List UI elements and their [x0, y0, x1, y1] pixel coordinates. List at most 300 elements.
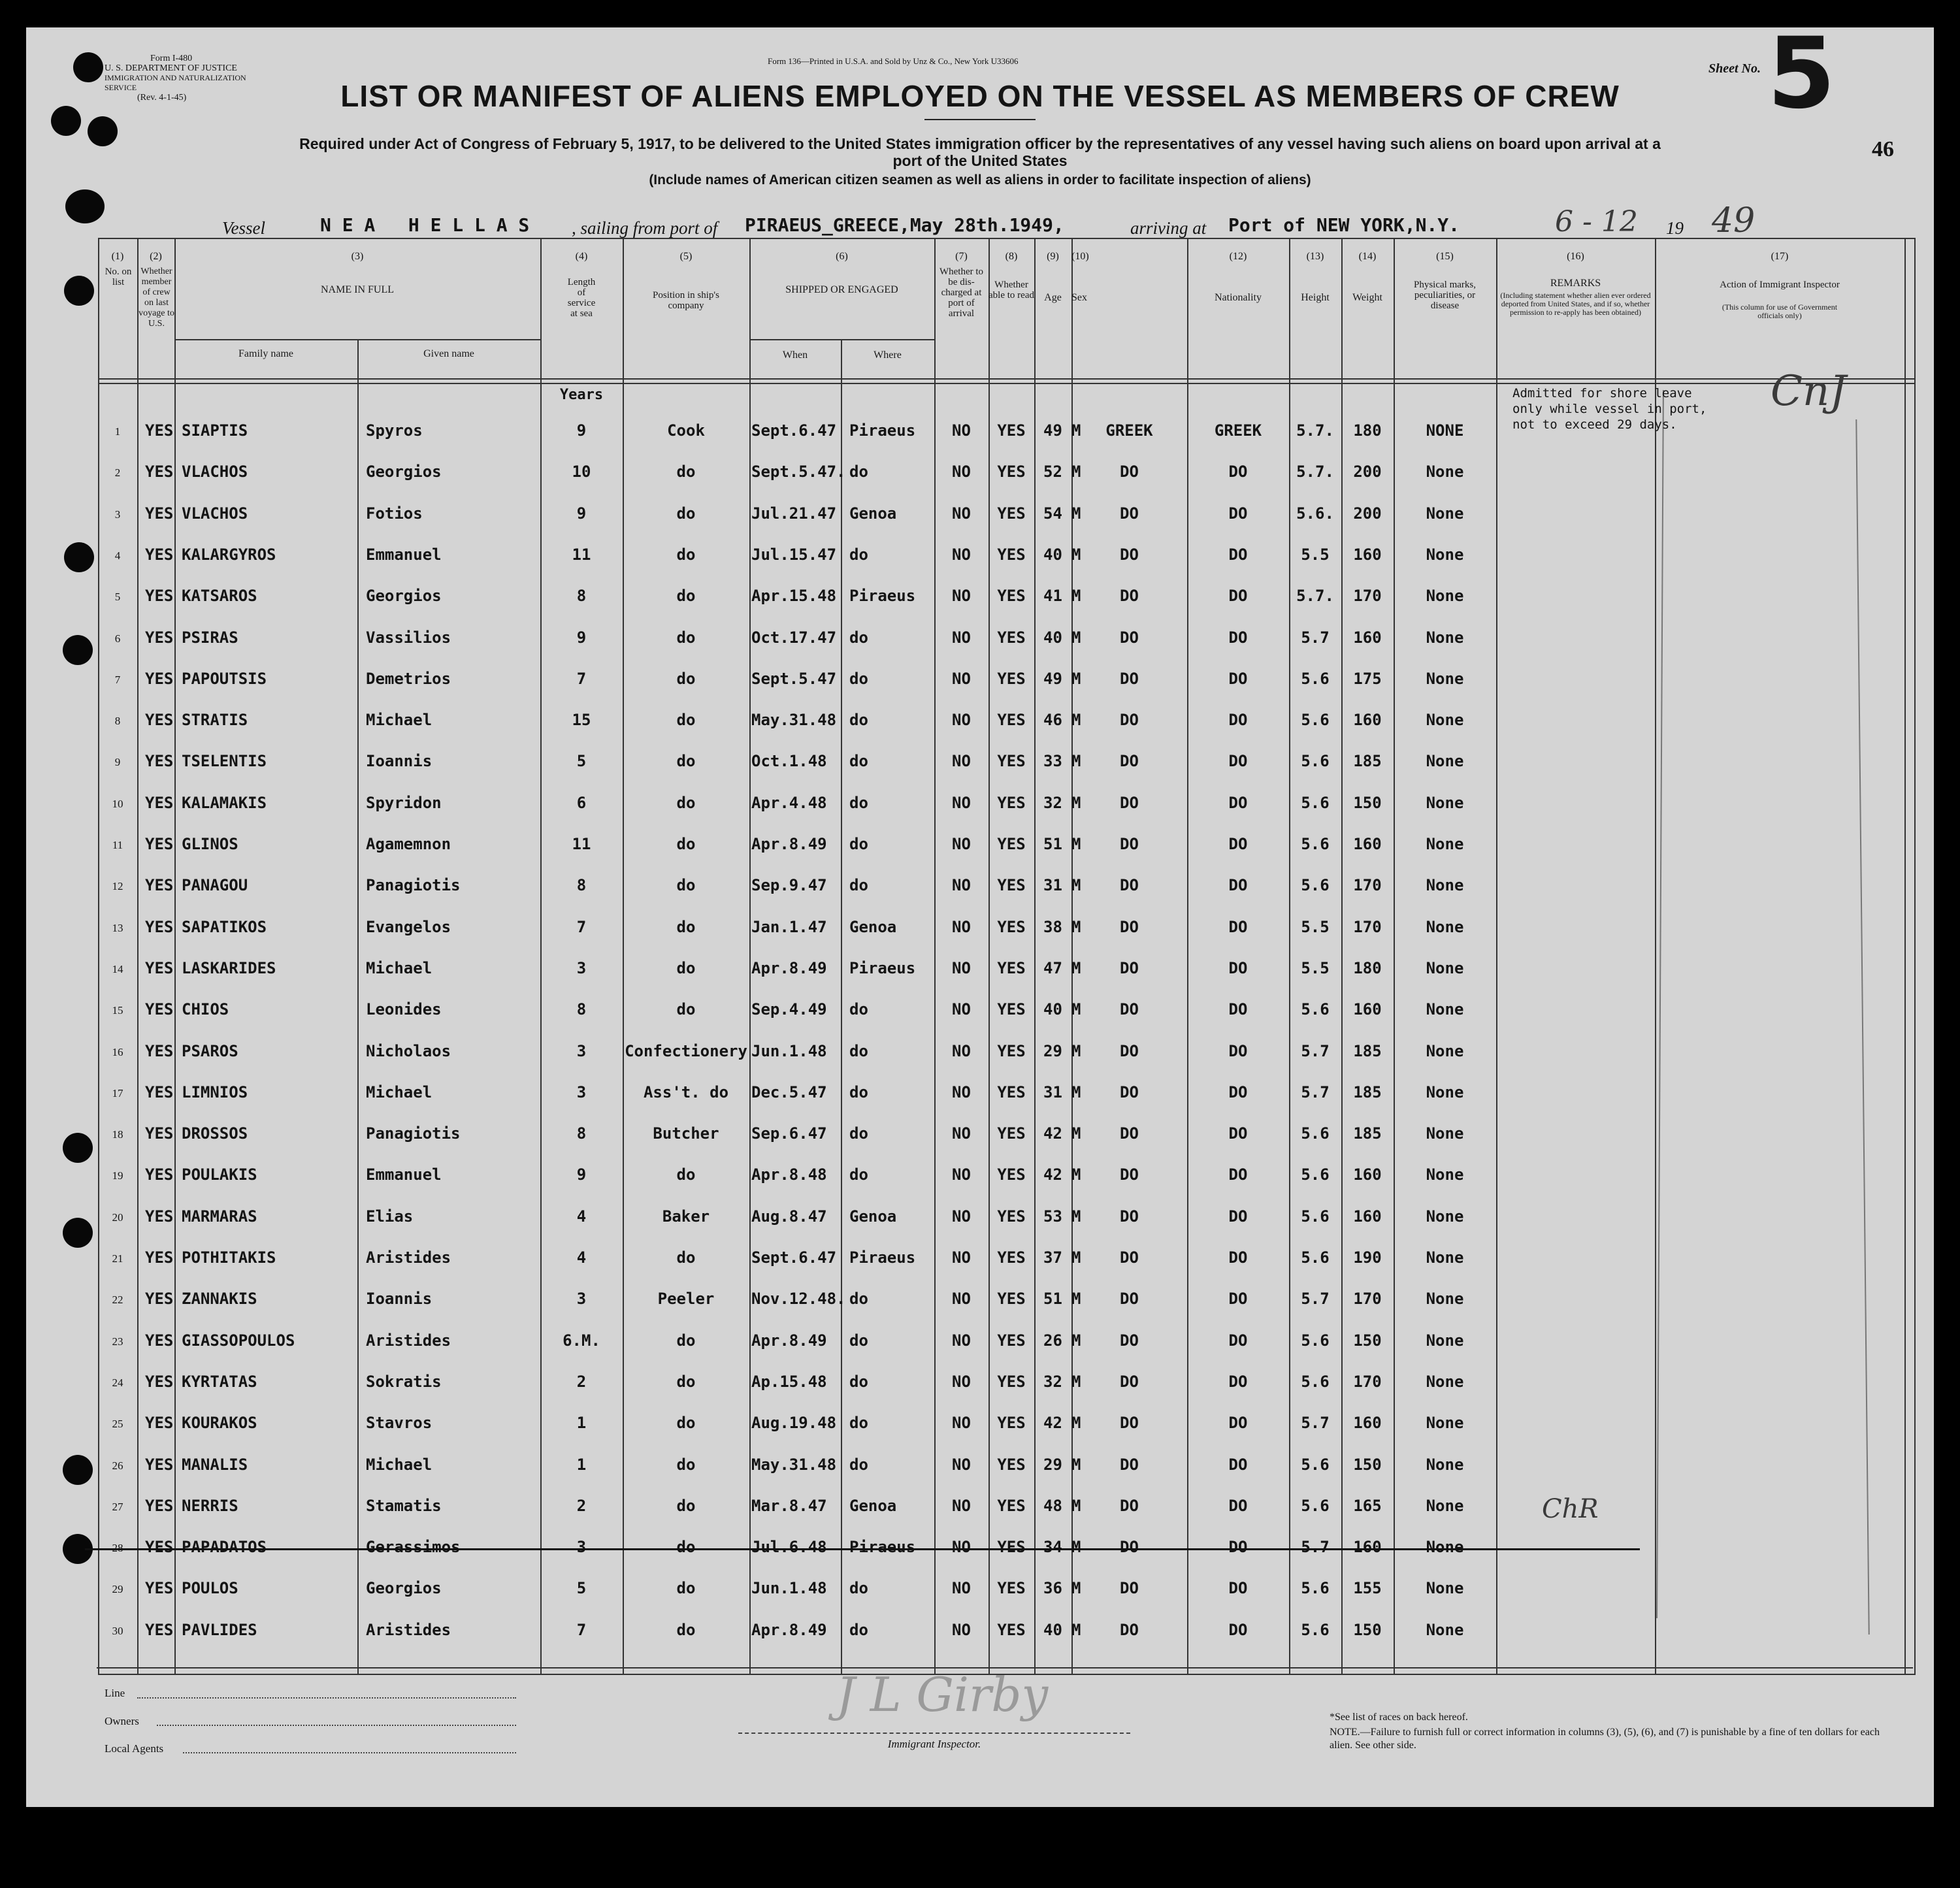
table-row: 2 YES VLACHOS Georgios 10 do Sept.5.47. do NO YES 52 M DO DO 5.7. 200 None	[98, 452, 1914, 493]
remarks-note: Admitted for shore leave only while vessel in port, not to exceed 29 days.	[1512, 386, 1707, 432]
cell-when: Sep.9.47	[751, 876, 827, 895]
cell-age: 26	[1043, 1331, 1062, 1350]
sheet-label: Sheet No.	[1708, 61, 1761, 76]
cell-discharged: NO	[952, 917, 971, 936]
cell-when: Sept.6.47	[751, 421, 837, 440]
cell-member: YES	[145, 1165, 174, 1184]
cell-discharged: NO	[952, 587, 971, 606]
cell-nationality: DO	[1228, 545, 1248, 564]
cell-height: 5.6	[1301, 1207, 1330, 1226]
cell-age: 52	[1043, 463, 1062, 481]
cell-position: Baker	[662, 1207, 710, 1226]
statutory-notice-line: port of the United States	[892, 152, 1068, 169]
crew-table: (1) (2) (3) (4) (5) (6) (7) (8) (9) (10) (12) (13) (14) (15) (16) (17) No. on list Whether member of crew on last voyage to U.S. NAME IN FULL Family name Given name Length of service at sea Position in ship's company SHIPPED OR ENGAGED When Where Whether to be dis-charged at port of arrival Whether able to read Age Sex Nationality Height Weight Physical marks, peculiarities, or disease REMARKS (Including statement whether alien ever ordered deported from United States, and if so, whether permission to re-apply has been obtained) Action of Immigrant Inspector (This column for use of Government officials only) Years 1 YES SIAPTIS Spyros 9 Cook Sept.6.47 Piraeus NO YES 49 M GREEK GREEK 5.7. 180 NONE 2 YES VLACHOS Georgios 10 do Sept.5.47. do NO YES 52 M DO DO 5.7. 200 None 3 YES VLACHOS Fotios 9 do Jul.21.47 Genoa NO YES 54 M DO DO 5.6. 200 None 4 YES KALARGYROS Emmanuel 11 do Jul.15.47 do NO YES 40 M DO DO 5.5 160 None 5 YES KATSAROS Georgios 8 do Apr.15.48 Piraeus NO YES 41 M DO DO 5.7. 170 None 6 YES PSIRAS Vassilios 9 do Oct.17.47 do NO YES 40 M DO DO 5.7 160 None 7 YES PAPOUTSIS Demetrios 7 do Sept.5.47 do NO YES 49 M DO DO 5.6 175 None 8 YES STRATIS Michael 15 do May.31.48 do NO YES 46 M DO DO 5.6 160 None 9 YES TSELENTIS Ioannis 5 do Oct.1.48 do NO YES 33 M DO DO 5.6 185 None 10 YES KALAMAKIS Spyridon 6 do Apr.4.48 do NO YES 32 M DO DO 5.6 150 None 11 YES GLINOS Agamemnon 11 do Apr.8.49 do NO YES 51 M DO DO 5.6 160 None 12 YES PANAGOU Panagiotis 8 do Sep.9.47 do NO YES 31 M DO DO 5.6 170 None 13 YES SAPATIKOS Evangelos 7 do Jan.1.47 Genoa NO YES 38 M DO DO 5.5 170 None 14 YES LASKARIDES Michael 3 do Apr.8.49 Piraeus NO YES 47 M DO DO 5.5 180 None 15 YES CHIOS Leonides 8 do Sep.4.49 do NO YES 40 M DO DO 5.6 160 None 16 YES PSAROS Nicholaos 3 Confectionery Jun.1.48 do NO YES 29 M DO DO 5.7 185 None 17 YES LIMNIOS Michael 3 Ass't. do Dec.5.47 do NO YES 31 M DO DO 5.7 185 None 18 YES DROSSOS Panagiotis 8 Butcher Sep.6.47 do NO YES 42 M DO DO 5.6 185 None 19 YES POULAKIS Emmanuel 9 do Apr.8.48 do NO YES 42 M DO DO 5.6 160 None 20 YES MARMARAS Elias 4 Baker Aug.8.47 Genoa NO YES 53 M DO DO 5.6 160 None 21 YES POTHITAKIS Aristides 4 do Sept.6.47 Piraeus NO YES 37 M DO DO 5.6 190 None 22 YES ZANNAKIS Ioannis 3 Peeler Nov.12.48. do NO YES 51 M DO DO 5.7 170 None 23 YES GIASSOPOULOS Aristides 6.M. do Apr.8.49 do NO YES 26 M DO DO 5.6 150 None 24 YES KYRTATAS Sokratis 2 do Ap.15.48 do NO YES 32 M DO DO 5.6 170 None 25 YES KOURAKOS Stavros 1 do Aug.19.48 do NO YES 42 M DO DO 5.7 160 None 26 YES MANALIS Michael 1 do May.31.48 do NO YES 29 M DO DO 5.6 150 None 27 YES NERRIS Stamatis 2 do Mar.8.47 Genoa NO YES 48 M DO DO 5.6 165 None 28 YES PAPADATOS Gerassimos 3 do Jul.6.48 Piraeus NO YES 34 M DO DO 5.7 160 None 29 YES POULOS Georgios 5 do Jun.1.48 do NO YES 36 M DO DO 5.6 155 None 30 YES PAVLIDES Aristides 7 do Apr.8.49 do NO YES 40 M DO DO 5.6 150 None	[98, 238, 1914, 1675]
cell-marks: None	[1426, 587, 1464, 606]
cell-discharged: NO	[952, 504, 971, 523]
header-no-on-list: No. on list	[105, 267, 132, 287]
cell-where: Piraeus	[849, 421, 916, 440]
cell-marks: None	[1426, 1041, 1464, 1060]
cell-given: Panagiotis	[366, 1124, 461, 1143]
cell-when: Mar.8.47	[751, 1496, 827, 1515]
cell-marks: None	[1426, 793, 1464, 812]
punch-hole	[63, 635, 93, 665]
cell-position: do	[676, 917, 696, 936]
cell-position: do	[676, 1372, 696, 1391]
cell-race: GREEK	[1105, 421, 1153, 440]
cell-where: do	[849, 669, 868, 688]
cell-age: 40	[1043, 545, 1062, 564]
cell-member: YES	[145, 669, 174, 688]
dotted-line	[137, 1683, 516, 1699]
row-number: 9	[114, 756, 121, 769]
cell-position: do	[676, 545, 696, 564]
vessel-label: Vessel	[222, 218, 265, 238]
row-number: 18	[112, 1128, 123, 1141]
cell-height: 5.6	[1301, 1620, 1330, 1639]
header-height: Height	[1301, 292, 1330, 303]
punch-hole	[88, 116, 118, 146]
sailing-from: PIRAEUS_GREECE,May 28th.1949,	[745, 214, 1064, 236]
cell-when: Apr.8.49	[751, 835, 827, 853]
cell-discharged: NO	[952, 752, 971, 771]
cell-read: YES	[997, 504, 1026, 523]
cell-weight: 170	[1353, 1372, 1382, 1391]
cell-nationality: DO	[1228, 587, 1248, 606]
header-inspector-action: Action of Immigrant Inspector	[1720, 280, 1840, 290]
cell-weight: 180	[1353, 958, 1382, 977]
cell-height: 5.6	[1301, 1124, 1330, 1143]
header-family-name: Family name	[238, 348, 293, 359]
cell-weight: 160	[1353, 1165, 1382, 1184]
cell-given: Emmanuel	[366, 1165, 442, 1184]
cell-marks: NONE	[1426, 421, 1464, 440]
line-label: Line	[105, 1687, 125, 1699]
cell-weight: 160	[1353, 545, 1382, 564]
cell-read: YES	[997, 1000, 1026, 1019]
cell-service: 7	[576, 669, 587, 688]
cell-weight: 160	[1353, 711, 1382, 730]
cell-position: do	[676, 1496, 696, 1515]
row28-initials: ChR	[1542, 1494, 1599, 1524]
table-row: 1 YES SIAPTIS Spyros 9 Cook Sept.6.47 Piraeus NO YES 49 M GREEK GREEK 5.7. 180 NONE	[98, 411, 1914, 452]
cell-nationality: DO	[1228, 463, 1248, 481]
cell-height: 5.7.	[1296, 463, 1334, 481]
cell-service: 9	[576, 628, 587, 647]
cell-where: do	[849, 1414, 868, 1433]
cell-when: Aug.8.47	[751, 1207, 827, 1226]
cell-position: Cook	[667, 421, 705, 440]
col-number: (5)	[679, 251, 693, 262]
cell-nationality: DO	[1228, 1538, 1248, 1557]
table-row: 30 YES PAVLIDES Aristides 7 do Apr.8.49 do NO YES 40 M DO DO 5.6 150 None	[98, 1610, 1914, 1652]
year-handwritten: 49	[1712, 201, 1756, 240]
header-remarks: REMARKS	[1550, 278, 1601, 289]
cell-height: 5.6	[1301, 1165, 1330, 1184]
table-row: 6 YES PSIRAS Vassilios 9 do Oct.17.47 do NO YES 40 M DO DO 5.7 160 None	[98, 618, 1914, 659]
cell-weight: 160	[1353, 1000, 1382, 1019]
cell-given: Sokratis	[366, 1372, 442, 1391]
cell-member: YES	[145, 958, 174, 977]
cell-service: 8	[576, 1000, 587, 1019]
cell-given: Elias	[366, 1207, 414, 1226]
cell-where: Piraeus	[849, 958, 916, 977]
cell-where: do	[849, 711, 868, 730]
cell-service: 5	[576, 752, 587, 771]
cell-age: 37	[1043, 1248, 1062, 1267]
col-number: (3)	[351, 251, 364, 262]
cell-race: DO	[1120, 1414, 1139, 1433]
row-number: 7	[114, 673, 121, 686]
cell-race: DO	[1120, 958, 1139, 977]
col-number: (6)	[836, 251, 848, 262]
cell-nationality: DO	[1228, 1290, 1248, 1309]
cell-given: Ioannis	[366, 1290, 433, 1309]
col-number: (14)	[1358, 251, 1377, 262]
cell-race: DO	[1120, 876, 1139, 895]
cell-age: 31	[1043, 876, 1062, 895]
cell-marks: None	[1426, 917, 1464, 936]
cell-when: Oct.17.47	[751, 628, 837, 647]
cell-where: do	[849, 1372, 868, 1391]
cell-when: Jun.1.48	[751, 1579, 827, 1598]
row-number: 22	[112, 1294, 123, 1307]
cell-given: Georgios	[366, 587, 442, 606]
cell-height: 5.6	[1301, 876, 1330, 895]
cell-weight: 160	[1353, 1414, 1382, 1433]
cell-given: Agamemnon	[366, 835, 451, 853]
cell-nationality: DO	[1228, 628, 1248, 647]
table-row: 11 YES GLINOS Agamemnon 11 do Apr.8.49 do NO YES 51 M DO DO 5.6 160 None	[98, 824, 1914, 866]
cell-read: YES	[997, 1620, 1026, 1639]
row-number: 11	[112, 839, 123, 851]
statutory-notice	[157, 135, 1803, 169]
punch-hole	[64, 542, 94, 572]
cell-read: YES	[997, 1579, 1026, 1598]
cell-service: 4	[576, 1207, 587, 1226]
header-position: Position in ship's company	[653, 290, 719, 311]
header-remarks-note: (Including statement whether alien ever ordered deported from United States, and if so, whether permission to re-apply has been obtained)	[1500, 291, 1651, 317]
page-code: 46	[1872, 137, 1894, 161]
cell-age: 53	[1043, 1207, 1062, 1226]
cell-nationality: DO	[1228, 669, 1248, 688]
cell-weight: 190	[1353, 1248, 1382, 1267]
row-number: 21	[112, 1252, 123, 1265]
cell-family: SAPATIKOS	[182, 917, 267, 936]
cell-read: YES	[997, 1082, 1026, 1101]
cell-family: KALARGYROS	[182, 545, 276, 564]
cell-service: 7	[576, 1620, 587, 1639]
cell-where: do	[849, 1165, 868, 1184]
cell-nationality: DO	[1228, 1082, 1248, 1101]
table-row: 3 YES VLACHOS Fotios 9 do Jul.21.47 Genoa NO YES 54 M DO DO 5.6. 200 None	[98, 494, 1914, 535]
cell-when: Apr.8.48	[751, 1165, 827, 1184]
cell-height: 5.7	[1301, 1041, 1330, 1060]
signature-line	[738, 1733, 1130, 1734]
cell-nationality: DO	[1228, 917, 1248, 936]
cell-family: PSAROS	[182, 1041, 238, 1060]
cell-weight: 165	[1353, 1496, 1382, 1515]
cell-marks: None	[1426, 1124, 1464, 1143]
table-row: 13 YES SAPATIKOS Evangelos 7 do Jan.1.47 Genoa NO YES 38 M DO DO 5.5 170 None	[98, 907, 1914, 949]
cell-when: Ap.15.48	[751, 1372, 827, 1391]
include-note: (Include names of American citizen seamen as well as aliens in order to facilitate inspection of aliens)	[649, 172, 1311, 187]
table-row: 20 YES MARMARAS Elias 4 Baker Aug.8.47 Genoa NO YES 53 M DO DO 5.6 160 None	[98, 1197, 1914, 1238]
cell-nationality: DO	[1228, 752, 1248, 771]
cell-height: 5.7.	[1296, 421, 1334, 440]
cell-age: 33	[1043, 752, 1062, 771]
cell-race: DO	[1120, 1082, 1139, 1101]
sailing-label: , sailing from port of	[572, 218, 718, 238]
cell-marks: None	[1426, 1414, 1464, 1433]
table-row: 26 YES MANALIS Michael 1 do May.31.48 do NO YES 29 M DO DO 5.6 150 None	[98, 1445, 1914, 1486]
arriving-at: Port of NEW YORK,N.Y.	[1228, 214, 1460, 236]
cell-nationality: DO	[1228, 1165, 1248, 1184]
cell-where: do	[849, 1331, 868, 1350]
cell-member: YES	[145, 1248, 174, 1267]
row-number: 4	[114, 549, 121, 562]
cell-when: Jun.1.48	[751, 1041, 827, 1060]
cell-age: 48	[1043, 1496, 1062, 1515]
table-row: 4 YES KALARGYROS Emmanuel 11 do Jul.15.47 do NO YES 40 M DO DO 5.5 160 None	[98, 535, 1914, 576]
cell-member: YES	[145, 1620, 174, 1639]
cell-read: YES	[997, 793, 1026, 812]
cell-weight: 185	[1353, 1124, 1382, 1143]
title-rule	[924, 119, 1036, 120]
cell-service: 5	[576, 1579, 587, 1598]
cell-nationality: DO	[1228, 711, 1248, 730]
cell-race: DO	[1120, 711, 1139, 730]
cell-height: 5.6	[1301, 1579, 1330, 1598]
dotted-line	[183, 1738, 516, 1753]
header-given-name: Given name	[423, 348, 474, 359]
table-row: 16 YES PSAROS Nicholaos 3 Confectionery Jun.1.48 do NO YES 29 M DO DO 5.7 185 None	[98, 1032, 1914, 1073]
cell-when: Apr.8.49	[751, 958, 827, 977]
cell-when: May.31.48	[751, 711, 837, 730]
cell-nationality: DO	[1228, 1579, 1248, 1598]
cell-family: POULAKIS	[182, 1165, 257, 1184]
cell-position: do	[676, 793, 696, 812]
cell-member: YES	[145, 628, 174, 647]
vessel-line	[222, 201, 1855, 243]
cell-height: 5.7.	[1296, 587, 1334, 606]
cell-when: Oct.1.48	[751, 752, 827, 771]
header-weight: Weight	[1352, 292, 1382, 303]
cell-discharged: NO	[952, 1579, 971, 1598]
cell-height: 5.6	[1301, 1000, 1330, 1019]
cell-service: 7	[576, 917, 587, 936]
cell-discharged: NO	[952, 711, 971, 730]
cell-member: YES	[145, 1207, 174, 1226]
col-number: (4)	[575, 251, 588, 262]
cell-when: Dec.5.47	[751, 1082, 827, 1101]
cell-given: Ioannis	[366, 752, 433, 771]
cell-weight: 185	[1353, 1082, 1382, 1101]
cell-service: 3	[576, 1290, 587, 1309]
cell-weight: 160	[1353, 628, 1382, 647]
cell-race: DO	[1120, 1496, 1139, 1515]
cell-position: Butcher	[653, 1124, 719, 1143]
cell-when: Jul.6.48	[751, 1538, 827, 1557]
cell-given: Nicholaos	[366, 1041, 451, 1060]
punch-hole	[63, 1133, 93, 1163]
cell-weight: 200	[1353, 463, 1382, 481]
cell-age: 29	[1043, 1041, 1062, 1060]
cell-family: LIMNIOS	[182, 1082, 248, 1101]
cell-service: 3	[576, 1082, 587, 1101]
cell-family: GLINOS	[182, 835, 238, 853]
cell-weight: 160	[1353, 1538, 1382, 1557]
cell-height: 5.5	[1301, 958, 1330, 977]
cell-family: PSIRAS	[182, 628, 238, 647]
cell-age: 36	[1043, 1579, 1062, 1598]
cell-nationality: DO	[1228, 1248, 1248, 1267]
cell-service: 10	[572, 463, 591, 481]
cell-given: Evangelos	[366, 917, 451, 936]
cell-where: do	[849, 1455, 868, 1474]
cell-age: 47	[1043, 958, 1062, 977]
cell-member: YES	[145, 876, 174, 895]
cell-marks: None	[1426, 1372, 1464, 1391]
cell-given: Leonides	[366, 1000, 442, 1019]
cell-read: YES	[997, 752, 1026, 771]
cell-read: YES	[997, 1248, 1026, 1267]
manifest-sheet	[26, 27, 1934, 1807]
cell-position: do	[676, 504, 696, 523]
cell-position: do	[676, 1165, 696, 1184]
cell-discharged: NO	[952, 669, 971, 688]
cell-marks: None	[1426, 1620, 1464, 1639]
cell-family: STRATIS	[182, 711, 248, 730]
cell-service: 15	[572, 711, 591, 730]
cell-read: YES	[997, 421, 1026, 440]
cell-age: 51	[1043, 1290, 1062, 1309]
arrival-date-handwritten: 6 - 12	[1555, 205, 1638, 238]
cell-where: Genoa	[849, 1496, 897, 1515]
year-printed: 19	[1666, 218, 1684, 238]
table-row: 19 YES POULAKIS Emmanuel 9 do Apr.8.48 do NO YES 42 M DO DO 5.6 160 None	[98, 1155, 1914, 1196]
cell-discharged: NO	[952, 628, 971, 647]
cell-member: YES	[145, 1455, 174, 1474]
header-inspector-note: (This column for use of Government officials only)	[1722, 302, 1838, 320]
cell-nationality: DO	[1228, 504, 1248, 523]
cell-where: do	[849, 1041, 868, 1060]
row-number: 26	[112, 1459, 123, 1472]
col-number: (17)	[1771, 251, 1789, 262]
row-number: 8	[114, 715, 121, 728]
cell-nationality: DO	[1228, 793, 1248, 812]
table-row: 22 YES ZANNAKIS Ioannis 3 Peeler Nov.12.48. do NO YES 51 M DO DO 5.7 170 None	[98, 1279, 1914, 1320]
cell-position: do	[676, 1538, 696, 1557]
cell-service: 9	[576, 421, 587, 440]
cell-nationality: DO	[1228, 1041, 1248, 1060]
cell-when: Jan.1.47	[751, 917, 827, 936]
cell-position: do	[676, 835, 696, 853]
cell-race: DO	[1120, 1124, 1139, 1143]
cell-given: Michael	[366, 1082, 433, 1101]
cell-race: DO	[1120, 1290, 1139, 1309]
cell-read: YES	[997, 917, 1026, 936]
cell-service: 1	[576, 1455, 587, 1474]
cell-where: do	[849, 545, 868, 564]
cell-family: VLACHOS	[182, 504, 248, 523]
cell-member: YES	[145, 752, 174, 771]
cell-height: 5.7	[1301, 1290, 1330, 1309]
cell-race: DO	[1120, 1000, 1139, 1019]
cell-service: 8	[576, 1124, 587, 1143]
cell-weight: 185	[1353, 1041, 1382, 1060]
row-number: 1	[114, 425, 121, 438]
cell-race: DO	[1120, 1041, 1139, 1060]
cell-family: DROSSOS	[182, 1124, 248, 1143]
cell-member: YES	[145, 711, 174, 730]
cell-read: YES	[997, 1496, 1026, 1515]
cell-race: DO	[1120, 1455, 1139, 1474]
cell-weight: 150	[1353, 1331, 1382, 1350]
row-number: 3	[114, 508, 121, 521]
cell-age: 38	[1043, 917, 1062, 936]
header-when: When	[782, 350, 808, 361]
cell-age: 34	[1043, 1538, 1062, 1557]
cell-service: 8	[576, 876, 587, 895]
row-number: 27	[112, 1500, 123, 1513]
sheet-number: 5	[1767, 27, 1836, 131]
cell-weight: 160	[1353, 835, 1382, 853]
cell-read: YES	[997, 711, 1026, 730]
cell-position: do	[676, 1414, 696, 1433]
cell-marks: None	[1426, 711, 1464, 730]
cell-discharged: NO	[952, 1165, 971, 1184]
cell-race: DO	[1120, 587, 1139, 606]
cell-service: 9	[576, 1165, 587, 1184]
cell-height: 5.5	[1301, 545, 1330, 564]
years-label: Years	[559, 387, 604, 403]
cell-where: do	[849, 835, 868, 853]
cell-age: 42	[1043, 1165, 1062, 1184]
row-number: 16	[112, 1045, 123, 1058]
cell-age: 41	[1043, 587, 1062, 606]
cell-given: Georgios	[366, 1579, 442, 1598]
cell-given: Spyros	[366, 421, 423, 440]
cell-discharged: NO	[952, 1620, 971, 1639]
table-row: 27 YES NERRIS Stamatis 2 do Mar.8.47 Genoa NO YES 48 M DO DO 5.6 165 None	[98, 1486, 1914, 1527]
table-row: 24 YES KYRTATAS Sokratis 2 do Ap.15.48 do NO YES 32 M DO DO 5.6 170 None	[98, 1362, 1914, 1403]
cell-position: do	[676, 1455, 696, 1474]
cell-discharged: NO	[952, 1124, 971, 1143]
cell-marks: None	[1426, 1496, 1464, 1515]
header-discharged: Whether to be dis-charged at port of arrival	[939, 267, 984, 319]
row-number: 24	[112, 1376, 123, 1389]
table-row: 17 YES LIMNIOS Michael 3 Ass't. do Dec.5.47 do NO YES 31 M DO DO 5.7 185 None	[98, 1073, 1914, 1114]
cell-family: POULOS	[182, 1579, 238, 1598]
cell-marks: None	[1426, 463, 1464, 481]
cell-position: Confectionery	[625, 1041, 747, 1060]
cell-given: Emmanuel	[366, 545, 442, 564]
page-title: LIST OR MANIFEST OF ALIENS EMPLOYED ON THE VESSEL AS MEMBERS OF CREW	[340, 79, 1620, 113]
cell-height: 5.7	[1301, 1082, 1330, 1101]
cell-discharged: NO	[952, 1000, 971, 1019]
cell-race: DO	[1120, 628, 1139, 647]
cell-where: do	[849, 628, 868, 647]
cell-where: Genoa	[849, 504, 897, 523]
cell-member: YES	[145, 1041, 174, 1060]
cell-discharged: NO	[952, 1414, 971, 1433]
cell-member: YES	[145, 793, 174, 812]
cell-position: do	[676, 628, 696, 647]
cell-weight: 175	[1353, 669, 1382, 688]
department: U. S. DEPARTMENT OF JUSTICE	[105, 63, 237, 73]
cell-member: YES	[145, 1496, 174, 1515]
col-number: (2)	[150, 251, 162, 262]
